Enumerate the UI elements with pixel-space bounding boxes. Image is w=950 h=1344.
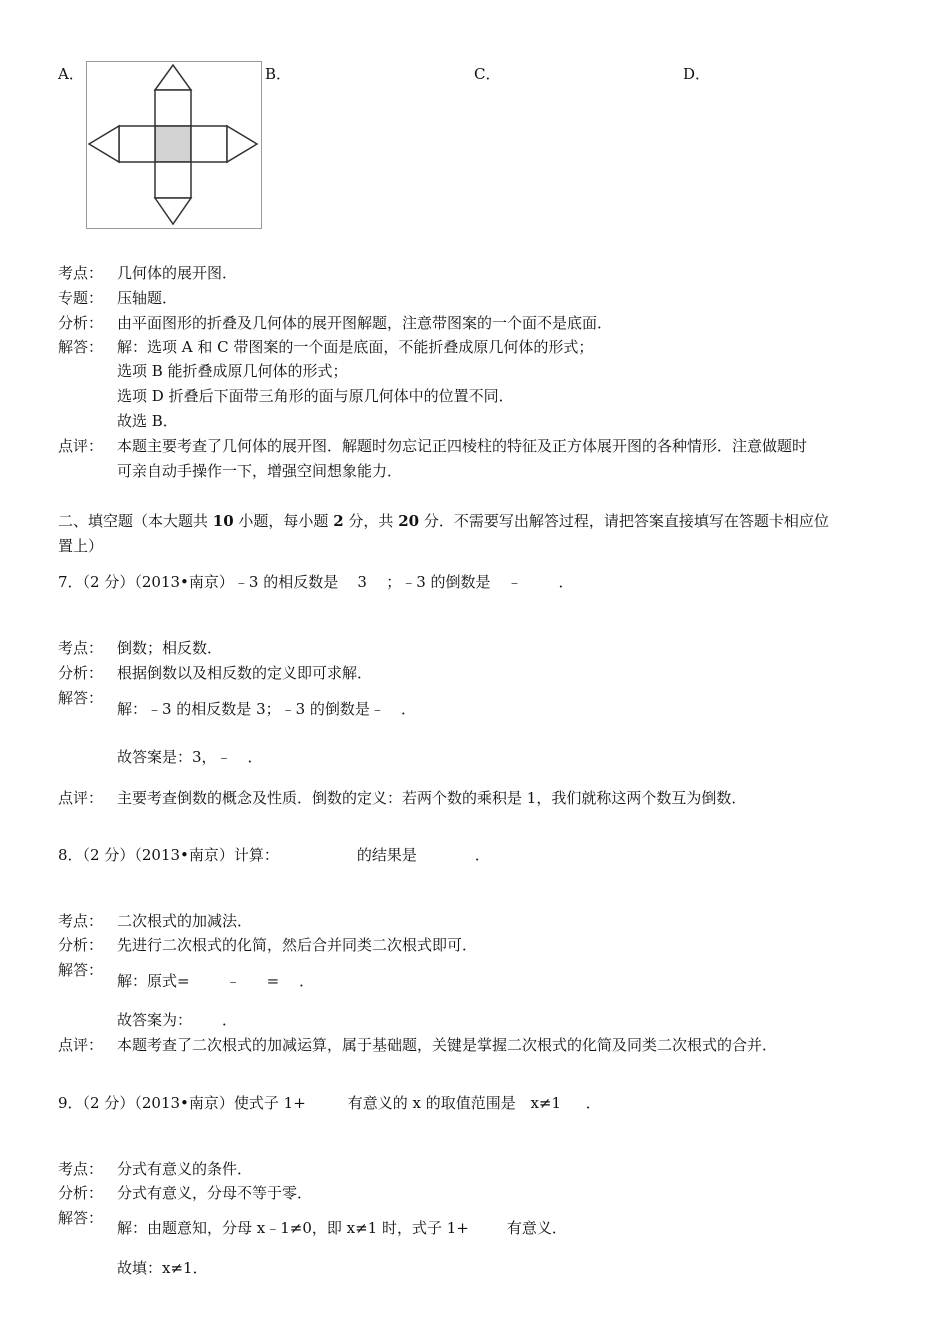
option-c-label: C． <box>474 65 501 83</box>
q6-jieda-line3: 选项 D 折叠后下面带三角形的面与原几何体中的位置不同． <box>117 387 514 405</box>
q7-dianping: 主要考查倒数的概念及性质．倒数的定义：若两个数的乘积是 1，我们就称这两个数互为倒数． <box>117 789 747 807</box>
option-a-label: A． <box>58 65 84 83</box>
q6-dianping-line2: 可亲自动手操作一下，增强空间想象能力． <box>117 462 403 480</box>
top-triangle <box>155 65 191 90</box>
left-triangle <box>89 126 119 162</box>
q7-kaodian: 倒数；相反数． <box>117 639 223 657</box>
q7-fenxi: 根据倒数以及相反数的定义即可求解． <box>117 664 373 682</box>
q9-jieda-line1: 解：由题意知，分母 x﹣1≠0，即 x≠1 时，式子 1+ 有意义． <box>117 1219 567 1237</box>
q7-dianping-label: 点评： <box>58 789 104 807</box>
net-diagram-svg <box>87 62 261 228</box>
q6-dianping-label: 点评： <box>58 437 104 455</box>
q7-jieda-line2: 故答案是：3，﹣ ． <box>117 748 263 766</box>
q9-kaodian-label: 考点： <box>58 1160 104 1178</box>
top-rect <box>155 90 191 126</box>
q7-kaodian-label: 考点： <box>58 639 104 657</box>
q8-jieda-line1: 解：原式= ﹣ = ． <box>117 972 315 990</box>
option-b-label: B． <box>265 65 292 83</box>
q6-fenxi-label: 分析： <box>58 314 104 332</box>
right-triangle <box>227 126 257 162</box>
q9-fenxi: 分式有意义，分母不等于零． <box>117 1184 313 1202</box>
q8-kaodian-label: 考点： <box>58 912 104 930</box>
q7-stem: 7．（2 分）（2013•南京）﹣3 的相反数是 3 ；﹣3 的倒数是 ﹣ ． <box>58 573 574 591</box>
right-rect <box>191 126 227 162</box>
q7-answer2: ﹣ <box>507 573 523 591</box>
q7-jieda-label: 解答： <box>58 689 104 707</box>
q6-jieda-line2: 选项 B 能折叠成原几何体的形式； <box>117 362 348 380</box>
left-rect <box>119 126 155 162</box>
section2-heading: 二、填空题（本大题共 10 小题，每小题 2 分，共 20 分．不需要写出解答过程，请把答案直接填写在答题卡相应位 <box>58 512 829 530</box>
option-d-label: D． <box>683 65 711 83</box>
q9-fenxi-label: 分析： <box>58 1184 104 1202</box>
bottom-rect <box>155 162 191 198</box>
q9-answer: x≠1 <box>530 1094 562 1112</box>
q6-jieda-line4: 故选 B． <box>117 412 178 430</box>
q8-dianping: 本题考查了二次根式的加减运算，属于基础题，关键是掌握二次根式的化简及同类二次根式的合并． <box>117 1036 778 1054</box>
q9-kaodian: 分式有意义的条件． <box>117 1160 253 1178</box>
q6-jieda-label: 解答： <box>58 338 104 356</box>
q6-kaodian-label: 考点： <box>58 264 104 282</box>
q6-dianping-line1: 本题主要考查了几何体的展开图．解题时勿忘记正四棱柱的特征及正方体展开图的各种情形．注意做题时 <box>117 437 808 455</box>
q6-kaodian: 几何体的展开图． <box>117 264 238 282</box>
q8-fenxi: 先进行二次根式的化简，然后合并同类二次根式即可． <box>117 936 478 954</box>
q8-kaodian: 二次根式的加减法． <box>117 912 253 930</box>
q8-dianping-label: 点评： <box>58 1036 104 1054</box>
q8-stem: 8．（2 分）（2013•南京）计算： 的结果是 ． <box>58 846 490 864</box>
section2-heading-line2: 置上） <box>58 537 104 555</box>
q9-jieda-line2: 故填：x≠1． <box>117 1259 208 1277</box>
q8-fenxi-label: 分析： <box>58 936 104 954</box>
q8-jieda-label: 解答： <box>58 961 104 979</box>
q7-jieda-line1: 解：﹣3 的相反数是 3；﹣3 的倒数是﹣ ． <box>117 700 416 718</box>
q8-jieda-line2: 故答案为： ． <box>117 1011 238 1029</box>
q9-stem: 9．（2 分）（2013•南京）使式子 1+ 有意义的 x 的取值范围是 x≠1 ． <box>58 1094 601 1112</box>
q7-answer1: 3 <box>357 573 367 591</box>
q6-fenxi: 由平面图形的折叠及几何体的展开图解题，注意带图案的一个面不是底面． <box>117 314 613 332</box>
q7-fenxi-label: 分析： <box>58 664 104 682</box>
center-square <box>155 126 191 162</box>
bottom-triangle <box>155 198 191 224</box>
q6-jieda-line1: 解：选项 A 和 C 带图案的一个面是底面，不能折叠成原几何体的形式； <box>117 338 594 356</box>
q9-jieda-label: 解答： <box>58 1209 104 1227</box>
q6-zhuanti: 压轴题． <box>117 289 178 307</box>
net-figure-a <box>86 61 262 229</box>
q6-zhuanti-label: 专题： <box>58 289 104 307</box>
